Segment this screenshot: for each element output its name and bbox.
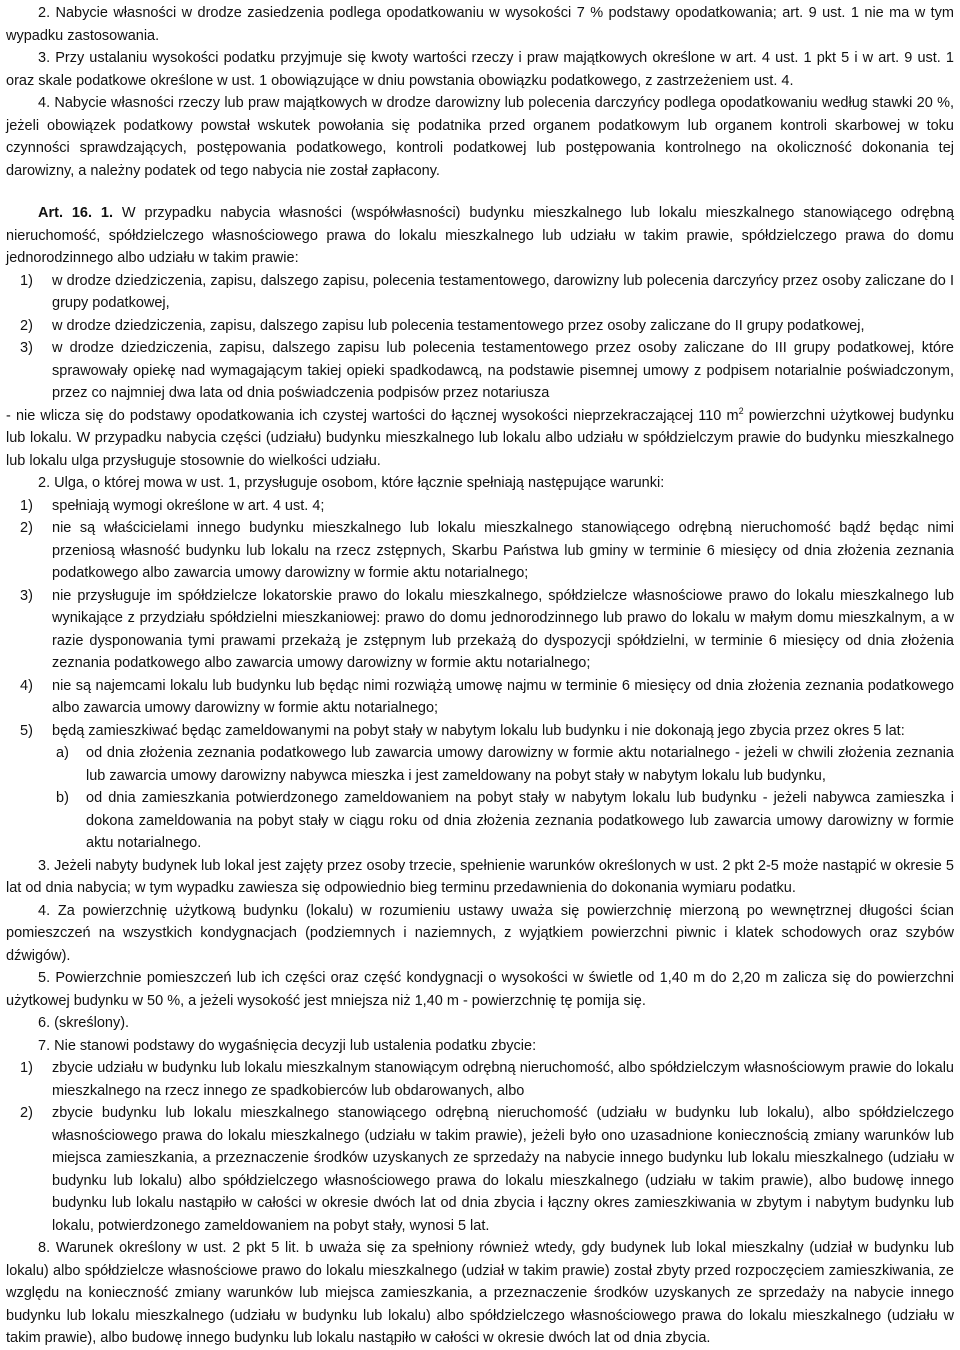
list-item [20,720,954,743]
list-item [20,337,954,405]
paragraph-top-2: 2. Nabycie własności w drodze zasiedzenia podlega opodatkowaniu w wysokości 7 % podstawy opodatkowania; art. 9 ust. 1 nie ma w tym wypadku zastosowania. [6,5,954,44]
paragraph-ust-3: 3. Jeżeli nabyty budynek lub lokal jest zajęty przez osoby trzecie, spełnienie warunków określonych w ust. 2 pkt 2-5 może nastąpić w okresie 5 lat od dnia nabycia; w tym wypadku zawiesza się odpowiednio bieg terminu przedawnienia do dokonania wymiaru podatku. [6,857,954,896]
closing-superscript: 2 [738,405,744,416]
paragraph-ust-8: 8. Warunek określony w ust. 2 pkt 5 lit. b uważa się za spełniony również wtedy, gdy budynek lub lokal mieszkalny (udział w budynku lub lokalu) albo spółdzielcze własnościowe prawo do lokalu mieszkalnego (udział w takim prawie) został zbyty przed rozpoczęciem zamieszkiwania, ze względu na konieczność zmiany warunków lub miejsca zamieszkania, a przeznaczenie środków uzyskanych ze sprzedaży na nabycie innego budynku lub lokalu mieszkalnego (udziału w budynku lub lokalu) albo spółdzielczego własnościowego prawa do lokalu mieszkalnego (udziału w takim prawie), albo budowę innego budynku lub lokalu nastąpiło w całości w okresie dwóch lat od dnia zbycia. [6,1240,954,1346]
list-ust2 [6,495,954,855]
list-item [20,675,954,720]
list-item-text: spełniają wymogi określone w art. 4 ust. 4; [52,497,325,514]
list-item-text: zbycie udziału w budynku lub lokalu mieszkalnym stanowiącym odrębną nieruchomość, albo spółdzielczym własnościowym prawie do lokalu mieszkalnego na rzecz innego ze spadkobierców lub obdarowanych, albo [52,1060,954,1099]
list-item-text: w drodze dziedziczenia, zapisu, dalszego zapisu lub polecenia testamentowego przez osoby zaliczane do II grupy podatkowej, [52,317,865,334]
article-heading: Art. 16. 1. [38,205,114,221]
article-16-closing [6,405,954,473]
list-item [20,585,954,675]
paragraph-ust-2: 2. Ulga, o której mowa w ust. 1, przysługuje osobom, które łącznie spełniają następujące warunki: [38,475,665,491]
sub-list-item-letter: a) [56,745,69,761]
list-item-text: w drodze dziedziczenia, zapisu, dalszego zapisu, polecenia testamentowego, darowizny lub polecenia darczyńcy przez osoby zaliczane do I grupy podatkowej, [52,272,954,311]
list-item-number: 5) [20,722,33,739]
article-16-intro [6,202,954,270]
list-item [20,270,954,315]
sub-list-item-text: od dnia złożenia zeznania podatkowego lub zawarcia umowy darowizny w formie aktu notarialnego - jeżeli w chwili złożenia zeznania lub zawarcia umowy darowizny nabywca mieszka i jest zameldowany na pobyt stały w nabytym lokalu lub budynku, [86,745,954,784]
list-item-text: będą zamieszkiwać będąc zameldowanymi na pobyt stały w nabytym lokalu lub budynku i nie dokonają jego zbycia przez okres 5 lat: [52,722,905,739]
list-item-text: nie przysługuje im spółdzielcze lokatorskie prawo do lokalu mieszkalnego, spółdzielcze własnościowe prawo do lokalu mieszkalnego lub wynikające z przydziału spółdzielni mieszkaniowej: prawo do domu jednorodzinnego lub prawo do lokalu w małym domu mieszkalnym, a w razie dysponowania tymi prawami przekażą je zstępnym lub przekażą do dyspozycji spółdzielni, w terminie 6 miesięcy od dnia złożenia zeznania podatkowego albo zawarcia umowy darowizny w formie aktu notarialnego; [52,587,954,671]
sub-list-item [56,787,954,855]
list-item-number: 2) [20,520,33,536]
list-ust7 [6,1057,954,1237]
sub-list-item-letter: b) [56,790,69,806]
list-item-number: 3) [20,340,33,356]
section-gap [6,182,954,202]
closing-text-b: powierzchni użytkowej budynku lub lokalu. W przypadku nabycia części (udziału) budynku mieszkalnego lub lokalu albo udziału w spółdzielczym prawie do budynku mieszkalnego lub lokalu ulga przysługuje stosownie do wielkości udziału. [6,407,955,469]
list-item-number: 2) [20,317,33,334]
list-item-number: 1) [20,272,33,289]
article-intro-text: W przypadku nabycia własności (współwłasności) budynku mieszkalnego lub lokalu mieszkalnego stanowiącego odrębną nieruchomość, spółdzielczego własnościowego prawa do lokalu mieszkalnego lub udziału w takim prawie, spółdzielczego prawa do domu jednorodzinnego albo udziału w takim prawie: [6,205,955,266]
closing-text-a: - nie wlicza się do podstawy opodatkowania ich czystej wartości do łącznej wysokości nieprzekraczającej 110 m [6,407,739,424]
list-item-text: w drodze dziedziczenia, zapisu, dalszego zapisu lub polecenia testamentowego przez osoby zaliczane do III grupy podatkowej, które sprawowały opiekę nad wymagającym takiej opieki spadkodawcą, na podstawie pisemnej umowy z podpisem notarialnie poświadczonym, przez co najmniej dwa lata od dnia poświadczenia podpisów przez notariusza [52,340,954,401]
paragraph-ust-7: 7. Nie stanowi podstawy do wygaśnięcia decyzji lub ustalenia podatku zbycie: [38,1037,537,1054]
sub-list-item [56,742,954,787]
sub-list-item-text: od dnia zamieszkania potwierdzonego zameldowaniem na pobyt stały w nabytym lokalu lub budynku - jeżeli nabywca zamieszka i dokona zameldowania na pobyt stały w ciągu roku od dnia złożenia zeznania podatkowego lub zawarcia umowy darowizny w formie aktu notarialnego. [86,790,954,851]
paragraph-top-4: 4. Nabycie własności rzeczy lub praw majątkowych w drodze darowizny lub polecenia darczyńcy podlega opodatkowaniu według stawki 20 %, jeżeli obowiązek podatkowy powstał wskutek powołania się podatnika przed organem podatkowym lub organem kontroli skarbowej w toku czynności sprawdzających, postępowania podatkowego, kontroli podatkowej lub postępowania kontrolnego na okoliczność dokonania tej darowizny, a należny podatek od tego nabycia nie został zapłacony. [6,95,954,179]
list-item-text: nie są najemcami lokalu lub budynku lub będąc nimi rozwiążą umowę najmu w terminie 6 miesięcy od dnia złożenia zeznania podatkowego albo zawarcia umowy darowizny w formie aktu notarialnego; [52,677,954,716]
paragraph-ust-5: 5. Powierzchnie pomieszczeń lub ich części oraz część kondygnacji o wysokości w świetle od 1,40 m do 2,20 m zalicza się do powierzchni użytkowej budynku w 50 %, a jeżeli wysokość jest mniejsza niż 1,40 m - powierzchnię tę pomija się. [6,970,954,1009]
list-item-text: nie są właścicielami innego budynku mieszkalnego lub lokalu mieszkalnego stanowiącego odrębną nieruchomość bądź będąc nimi przeniosą własność budynku lub lokalu na rzecz zstępnych, Skarbu Państwa lub gminy w terminie 6 miesięcy od dnia złożenia zeznania podatkowego albo zawarcia umowy darowizny w formie aktu notarialnego; [52,520,954,581]
paragraph-ust-6: 6. (skreślony). [38,1015,130,1031]
list-item-text: zbycie budynku lub lokalu mieszkalnego stanowiącego odrębną nieruchomość (udziału w budynku lub lokalu), albo spółdzielczego własnościowego prawa do lokalu mieszkalnego (udziału w takim prawie), jeżeli było ono uzasadnione koniecznością zmiany warunków lub miejsca zamieszkania, a przeznaczenie środków uzyskanych ze sprzedaży na nabycie innego budynku lub lokalu mieszkalnego (udziału w budynku lub lokalu) albo spółdzielczego własnościowego prawa do lokalu mieszkalnego (udziału w takim prawie), albo budowę innego budynku lub lokalu nastąpiło w całości w okresie dwóch lat od dnia zbycia i łączny okres zamieszkiwania w zbytym i nabytym budynku lub lokalu, potwierdzonego zameldowaniem na pobyt stały, wynosi 5 lat. [52,1105,954,1234]
list-item-number: 1) [20,497,33,514]
list-item [20,1057,954,1102]
list-item [20,1102,954,1237]
paragraph-ust-4: 4. Za powierzchnię użytkową budynku (lokalu) w rozumieniu ustawy uważa się powierzchnię mierzoną po wewnętrznej długości ścian pomieszczeń na wszystkich kondygnacjach (podziemnych i naziemnych, z wyjątkiem powierzchni piwnic i klatek schodowych oraz szybów dźwigów). [6,902,954,964]
list-ust1 [6,270,954,405]
list-item-number: 4) [20,677,33,694]
list-item [20,517,954,585]
list-item [20,495,954,518]
list-item-number: 1) [20,1060,33,1076]
list-item-number: 3) [20,587,33,604]
list-item-number: 2) [20,1105,33,1121]
paragraph-top-3: 3. Przy ustalaniu wysokości podatku przyjmuje się kwoty wartości rzeczy i praw majątkowych określone w art. 4 ust. 1 pkt 5 i w art. 9 ust. 1 oraz skale podatkowe określone w ust. 1 obowiązujące w dniu powstania obowiązku podatkowego, z zastrzeżeniem ust. 4. [6,50,954,89]
list-item [20,315,954,338]
